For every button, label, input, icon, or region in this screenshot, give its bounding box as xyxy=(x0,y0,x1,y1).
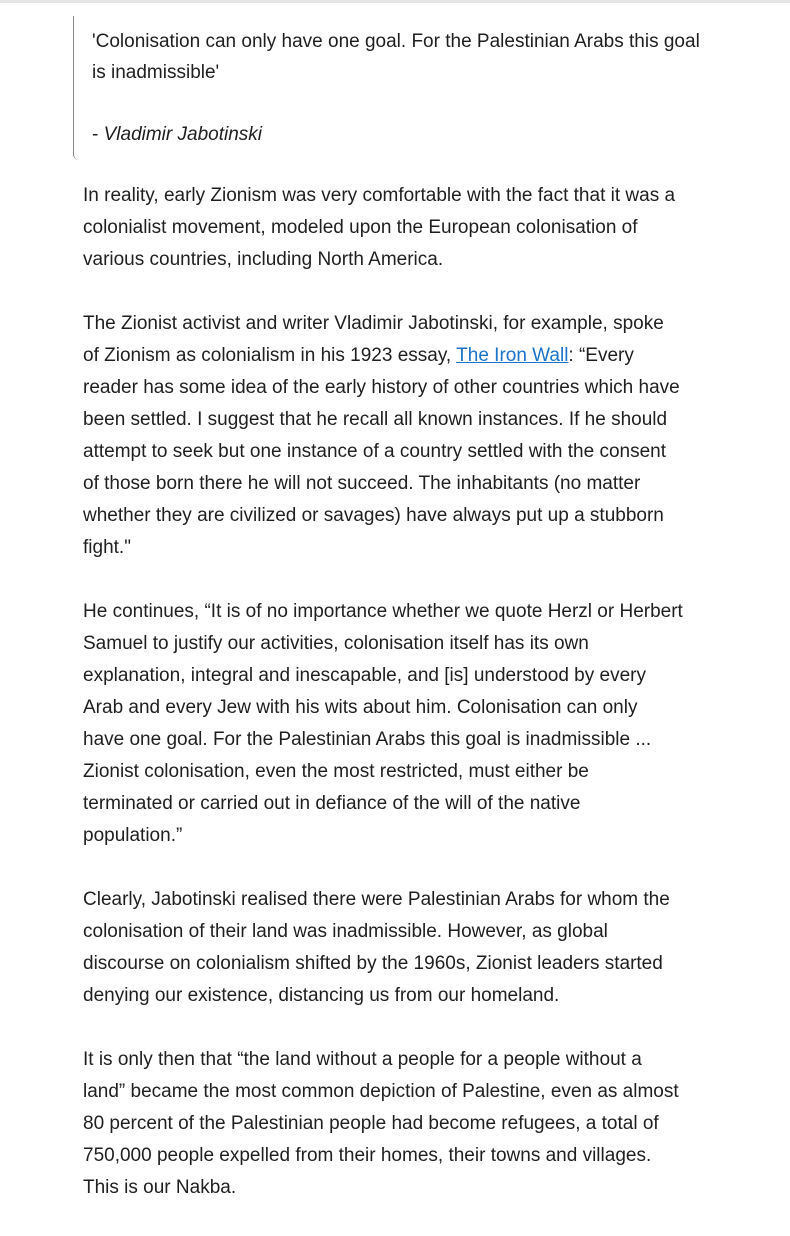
paragraph-2-intro: The Zionist activist and writer Vladimir Jabotinski, for example, spoke of Zionism as colonialism in his 1923 essay, xyxy=(83,313,664,366)
paragraph-4: Clearly, Jabotinski realised there were Palestinian Arabs for whom the colonisation of their land was inadmissible. However, as global discourse on colonialism shifted by the 1960s, Zionist leaders started denying our existence, distancing us from our homeland. xyxy=(83,889,670,1006)
article-body xyxy=(83,180,683,1236)
top-divider xyxy=(0,0,790,3)
paragraph-1: In reality, early Zionism was very comfortable with the fact that it was a colonialist movement, modeled upon the European colonisation of various countries, including North America. xyxy=(83,185,676,270)
iron-wall-link[interactable]: The Iron Wall xyxy=(456,345,569,366)
attribution-dash: - xyxy=(92,124,104,145)
pull-quote xyxy=(73,16,713,160)
paragraph-2-quote: : “Every reader has some idea of the early history of other countries which have been settled. I suggest that he recall all known instances. If he should attempt to seek but one instance of a country settled with the consent of those born there he will not succeed. The inhabitants (no matter whether they are civilized or savages) have always put up a stubborn fight." xyxy=(83,345,680,558)
paragraph-3: He continues, “It is of no importance whether we quote Herzl or Herbert Samuel to justify our activities, colonisation itself has its own explanation, integral and inescapable, and [is] understood by every Arab and every Jew with his wits about him. Colonisation can only have one goal. For the Palestinian Arabs this goal is inadmissible ... Zionist colonisation, even the most restricted, must either be terminated or carried out in defiance of the will of the native population.” xyxy=(83,601,683,846)
paragraph-5: It is only then that “the land without a people for a people without a land” became the most common depiction of Palestine, even as almost 80 percent of the Palestinian people had become refugees, a total of 750,000 people expelled from their homes, their towns and villages. This is our Nakba. xyxy=(83,1049,679,1198)
attribution-author: Vladimir Jabotinski xyxy=(103,124,263,145)
paragraph-2 xyxy=(83,308,683,564)
pull-quote-text: 'Colonisation can only have one goal. For the Palestinian Arabs this goal is inadmissible' xyxy=(92,31,700,83)
pull-quote-attribution xyxy=(92,119,262,150)
